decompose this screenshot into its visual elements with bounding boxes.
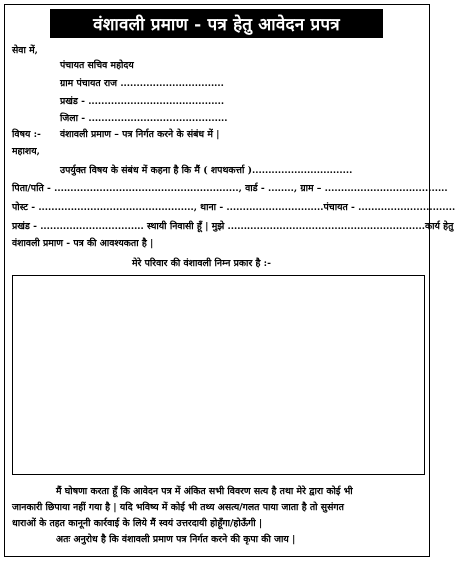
need-line: वंशावली प्रमाण - पत्र की आवश्यकता है | [12,238,154,249]
addressee-line-2: ग्राम पंचायत राज ................................ [60,78,224,89]
addressee-line-4: जिला - ........................................... [60,113,228,124]
block-field: प्रखंड - ................................ स्थायी निवासी हूँ | मुझे ............................................................. [12,221,425,232]
thana-field: , थाना - .............................. [193,202,324,213]
declaration-line-3: धाराओं के तहत कानूनी कार्रवाई के लिये मैं स्वयं उत्तरदायी होहूँगा/होऊँगी | [12,518,263,529]
addressee-line-1: पंचायत सचिव महोदय [60,60,134,71]
purpose-field: कार्य हेतु [424,221,454,232]
post-field: पोस्ट - ................................................ [12,202,194,213]
greeting: महाशय, [12,146,40,157]
father-field: पिता/पति - ......................................................... [12,183,239,194]
addressee-line-3: प्रखंड - .......................................... [60,96,225,107]
village-field: , ग्राम – ...................................... [293,183,448,194]
declaration-line-1: मैं घोषणा करता हूँ कि आवेदन पत्र में अंकित सभी विवरण सत्य है तथा मेरे द्वारा कोई भी [56,486,353,497]
block-row [12,221,454,233]
intro-line: उपर्युक्त विषय के संबंध में कहना है कि मैं ( शपथकर्त्ता )............................... [60,165,353,176]
subject-text: वंशावली प्रमाण – पत्र निर्गत करने के संबंध में | [60,129,220,140]
post-row [12,202,455,214]
family-tree-box[interactable] [12,275,425,475]
ward-field: , वार्ड - ........ [238,183,294,194]
father-row [12,183,448,195]
form-title: वंशावली प्रमाण - पत्र हेतु आवेदन प्रपत्र [50,9,383,38]
panchayat-field: पंचायत - .............................. [323,202,455,213]
family-line: मेरे परिवार की वंशावली निम्न प्रकार है :- [132,258,271,269]
subject-label: विषय :- [12,129,41,140]
declaration-line-4: अतः अनुरोध है कि वंशावली प्रमाण पत्र निर्गत करने की कृपा की जाय | [56,534,296,545]
salutation: सेवा में, [12,45,38,56]
declaration-line-2: जानकारी छिपाया नहीं गया है | यदि भविष्य में कोई भी तथ्य असत्य/गलत पाया जाता है तो सुसंगत [12,502,344,513]
